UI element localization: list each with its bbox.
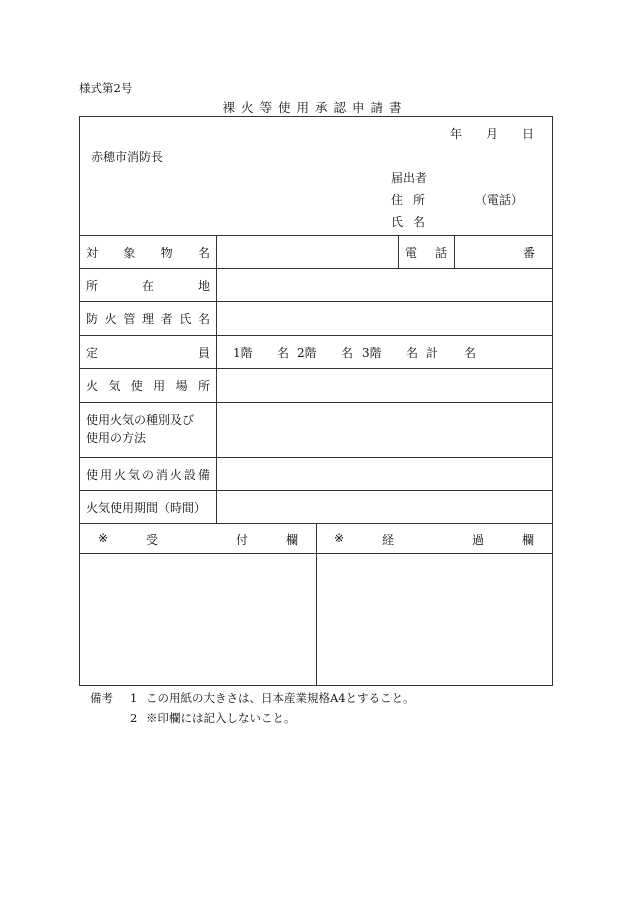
phone-cell-label: 電 話 <box>405 246 447 260</box>
phone-cell-divider <box>454 235 455 268</box>
fire-use-place-label: 火 気 使 用 場 所 <box>86 379 210 393</box>
fire-type-method-label: 使用火気の種別及び 使用の方法 <box>86 413 195 445</box>
name-label: 氏 名 <box>391 215 425 229</box>
fire-manager-label: 防 火 管 理 者 氏 名 <box>86 312 210 326</box>
phone-cell-divider <box>398 235 399 268</box>
location-label: 所 在 地 <box>86 279 210 293</box>
capacity-label: 定 員 <box>86 346 210 360</box>
reception-column-header: ※ 受 付 欄 <box>98 531 298 547</box>
applicant-label: 届出者 <box>391 171 428 185</box>
floor2-unit: 名 <box>341 346 354 360</box>
notes <box>90 688 415 728</box>
floor1-unit: 名 <box>277 346 290 360</box>
addressee: 赤穂市消防長 <box>91 150 164 164</box>
target-name-label: 対 象 物 名 <box>86 246 210 260</box>
date-month-label: 月 <box>486 127 499 141</box>
date-year-label: 年 <box>450 127 463 141</box>
date-day-label: 日 <box>522 127 535 141</box>
floor3-label: 3階 <box>362 346 382 360</box>
phone-label: （電話） <box>475 193 524 207</box>
rule <box>80 235 552 236</box>
floor3-unit: 名 <box>406 346 419 360</box>
note-item: 2 ※印欄には記入しないこと。 <box>130 711 296 725</box>
floor2-label: 2階 <box>297 346 317 360</box>
progress-column-header: ※ 経 過 欄 <box>334 531 534 547</box>
fire-use-period-label: 火気使用期間（時間） <box>86 501 207 515</box>
floor1-label: 1階 <box>233 346 253 360</box>
total-unit: 名 <box>464 346 477 360</box>
rule <box>80 368 552 369</box>
bottom-column-divider <box>316 523 317 685</box>
form-title: 裸火等使用承認申請書 <box>222 100 408 115</box>
rule <box>80 301 552 302</box>
fire-extinguishing-equipment-label: 使 用 火 気 の 消 火 設 備 <box>86 468 210 482</box>
rule <box>80 335 552 336</box>
form-number: 様式第2号 <box>79 81 133 95</box>
notes-heading: 備考 <box>90 691 113 705</box>
address-label: 住 所 <box>391 193 425 207</box>
phone-number-suffix: 番 <box>523 246 536 260</box>
rule <box>80 457 552 458</box>
rule <box>80 402 552 403</box>
rule <box>80 268 552 269</box>
total-label: 計 <box>426 346 439 360</box>
application-form-table <box>79 116 553 686</box>
rule <box>80 490 552 491</box>
label-column-divider <box>216 235 217 523</box>
note-item: 備考 1 この用紙の大きさは、日本産業規格A4とすること。 <box>90 688 415 708</box>
